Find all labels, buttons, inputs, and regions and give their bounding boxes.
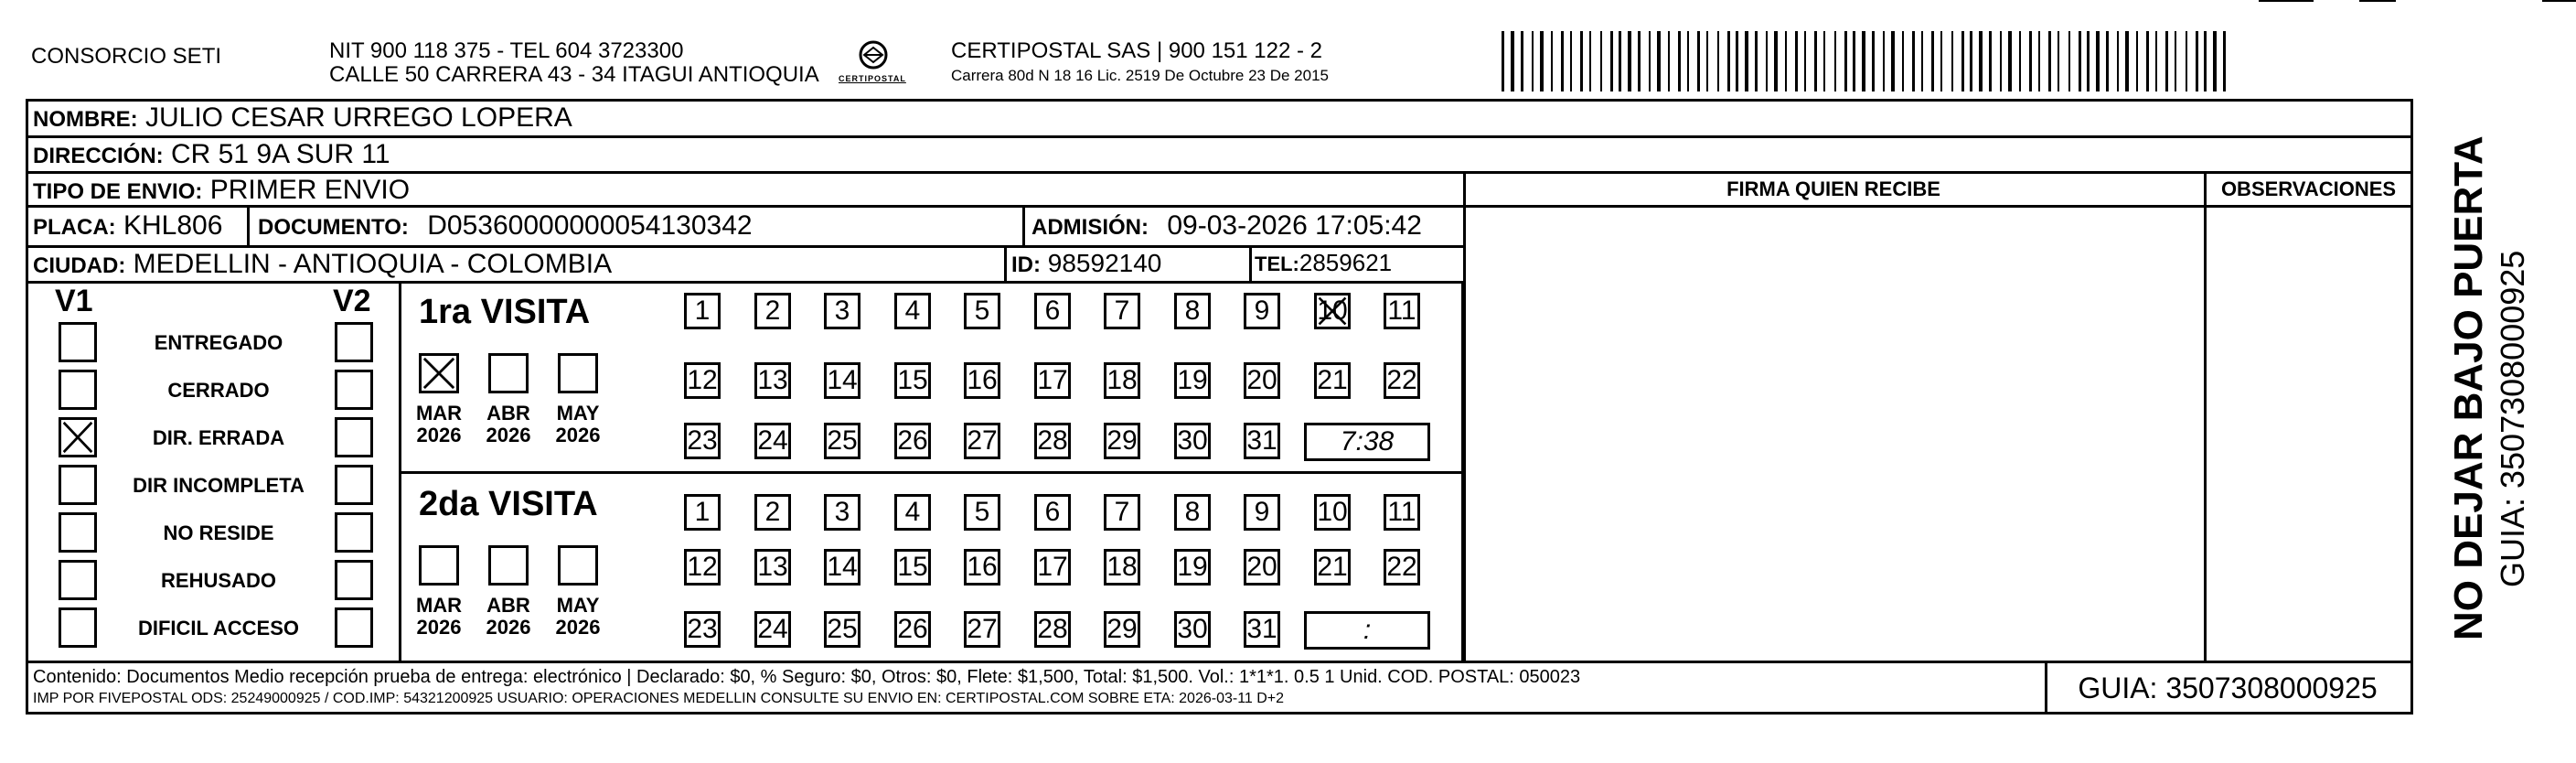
v2-checkbox[interactable]	[335, 512, 373, 553]
day-number: 11	[1387, 497, 1416, 527]
day-number: 19	[1177, 552, 1208, 582]
certipostal-logo	[837, 37, 910, 91]
day-number: 2	[764, 296, 781, 326]
day-box[interactable]	[964, 362, 1000, 399]
status-label: NO RESIDE	[163, 521, 274, 544]
status-label: REHUSADO	[161, 569, 276, 592]
direccion-row	[33, 141, 390, 168]
certipostal-line1: CERTIPOSTAL SAS | 900 151 122 - 2	[951, 38, 1322, 63]
v1-checkbox[interactable]	[59, 370, 97, 410]
id-label: ID:	[1011, 253, 1041, 277]
day-box[interactable]	[964, 293, 1000, 329]
ciudad-label: CIUDAD:	[33, 253, 126, 278]
no-dejar-text: NO DEJAR BAJO PUERTA	[2446, 135, 2491, 640]
month-label: ABR 2026	[486, 594, 531, 639]
day-box[interactable]	[824, 611, 860, 648]
day-box[interactable]	[964, 423, 1000, 459]
time-value: 7:38	[1340, 426, 1395, 457]
day-box[interactable]	[1314, 549, 1351, 586]
v2-checkbox[interactable]	[335, 370, 373, 410]
day-box[interactable]	[894, 494, 931, 531]
day-box[interactable]	[824, 494, 860, 531]
day-box[interactable]	[1314, 293, 1351, 329]
day-box[interactable]	[1034, 494, 1071, 531]
day-number: 9	[1254, 497, 1270, 527]
day-box[interactable]	[824, 362, 860, 399]
day-box[interactable]	[1104, 611, 1140, 648]
day-number: 8	[1184, 296, 1201, 326]
day-box[interactable]	[1384, 362, 1420, 399]
day-box[interactable]	[1244, 611, 1280, 648]
day-box[interactable]	[1244, 362, 1280, 399]
day-number: 21	[1317, 365, 1348, 395]
ciudad-row	[33, 251, 612, 278]
day-box[interactable]	[1174, 494, 1211, 531]
top-border	[26, 99, 2410, 102]
day-box[interactable]	[824, 423, 860, 459]
day-number: 12	[687, 552, 718, 582]
day-number: 9	[1254, 296, 1270, 326]
v1-checkbox[interactable]	[59, 560, 97, 600]
day-number: 22	[1386, 365, 1417, 395]
day-box[interactable]	[1174, 423, 1211, 459]
day-box[interactable]	[754, 549, 791, 586]
day-number: 6	[1044, 296, 1061, 326]
day-number: 30	[1177, 425, 1208, 456]
day-box[interactable]	[684, 423, 721, 459]
footer-guia: GUIA: 3507308000925	[2078, 672, 2378, 704]
day-box[interactable]	[1104, 362, 1140, 399]
status-label: DIR INCOMPLETA	[133, 474, 305, 497]
bottom-border	[26, 712, 2413, 715]
status-label: DIR. ERRADA	[152, 426, 285, 449]
day-number: 14	[827, 365, 858, 395]
day-box[interactable]	[894, 362, 931, 399]
month-checkbox[interactable]	[488, 353, 529, 393]
placa-label: PLACA:	[33, 215, 116, 240]
firma-label: FIRMA QUIEN RECIBE	[1726, 177, 1940, 200]
day-box[interactable]	[1034, 293, 1071, 329]
day-number: 26	[897, 614, 928, 644]
v2-label: V2	[333, 284, 371, 318]
day-number: 31	[1246, 614, 1277, 644]
day-box[interactable]	[1034, 611, 1071, 648]
day-box[interactable]	[894, 611, 931, 648]
admision-row	[1031, 212, 1422, 240]
day-number: 22	[1386, 552, 1417, 582]
day-number: 29	[1106, 614, 1138, 644]
day-number: 14	[827, 552, 858, 582]
day-number: 28	[1037, 614, 1068, 644]
time-value: :	[1363, 615, 1372, 645]
month-checkbox[interactable]	[558, 353, 598, 393]
footer-imp: IMP POR FIVEPOSTAL ODS: 25249000925 / COD.IMP: 54321200925 USUARIO: OPERACIONES MEDELLIN CONSULTE SU ENVIO EN: CERTIPOSTAL.COM SOBRE ETA: 2026-03-11 D+2	[33, 691, 1285, 706]
day-box[interactable]	[1104, 549, 1140, 586]
v2-checkbox[interactable]	[335, 322, 373, 362]
day-box[interactable]	[1314, 494, 1351, 531]
barcode-icon	[1502, 31, 2233, 91]
day-number: 21	[1317, 552, 1348, 582]
day-box[interactable]	[1384, 494, 1420, 531]
observaciones-label: OBSERVACIONES	[2220, 177, 2397, 200]
day-box[interactable]	[894, 549, 931, 586]
admision-value: 09-03-2026 17:05:42	[1167, 210, 1422, 241]
day-number: 4	[904, 296, 921, 326]
day-number: 13	[757, 552, 788, 582]
day-box[interactable]	[684, 549, 721, 586]
month-label: ABR 2026	[486, 402, 531, 447]
v1-checkbox[interactable]	[59, 607, 97, 648]
day-box[interactable]	[1244, 549, 1280, 586]
v1-checkbox[interactable]	[59, 465, 97, 505]
day-number: 8	[1184, 497, 1201, 527]
admision-label: ADMISIÓN:	[1031, 215, 1149, 240]
month-label: MAR 2026	[415, 402, 463, 447]
day-box[interactable]	[1104, 494, 1140, 531]
day-number: 31	[1246, 425, 1277, 456]
right-border	[2410, 99, 2413, 712]
company-name: CONSORCIO SETI	[31, 44, 222, 69]
month-checkbox[interactable]	[488, 545, 529, 586]
day-number: 3	[834, 296, 850, 326]
day-box[interactable]	[754, 611, 791, 648]
direccion-label: DIRECCIÓN:	[33, 144, 164, 168]
day-box[interactable]	[824, 293, 860, 329]
guia-side-text: GUIA: 3507308000925	[2494, 250, 2531, 587]
day-number: 24	[757, 425, 788, 456]
day-box[interactable]	[754, 293, 791, 329]
day-number: 17	[1037, 552, 1068, 582]
nit-line: NIT 900 118 375 - TEL 604 3723300	[329, 38, 684, 63]
day-box[interactable]	[1034, 362, 1071, 399]
status-label: ENTREGADO	[154, 331, 283, 354]
day-box[interactable]	[1384, 549, 1420, 586]
day-number: 29	[1106, 425, 1138, 456]
day-box[interactable]	[1104, 423, 1140, 459]
day-box[interactable]	[1104, 293, 1140, 329]
day-box[interactable]	[684, 611, 721, 648]
day-box[interactable]	[754, 423, 791, 459]
day-number: 2	[764, 497, 781, 527]
day-number: 13	[757, 365, 788, 395]
day-number: 26	[897, 425, 928, 456]
tipo-value: PRIMER ENVIO	[209, 175, 411, 205]
visit1-title: 1ra VISITA	[419, 293, 591, 331]
v1-checkbox[interactable]	[59, 417, 97, 457]
day-number: 3	[834, 497, 850, 527]
day-box[interactable]	[1034, 549, 1071, 586]
day-number: 20	[1246, 365, 1277, 395]
day-number: 25	[827, 614, 858, 644]
day-number: 23	[687, 425, 718, 456]
day-box[interactable]	[1314, 362, 1351, 399]
day-number: 4	[904, 497, 921, 527]
day-number: 6	[1044, 497, 1061, 527]
day-number: 15	[897, 552, 928, 582]
day-box[interactable]	[964, 494, 1000, 531]
month-label: MAY 2026	[555, 594, 601, 639]
day-number: 1	[694, 296, 711, 326]
documento-label: DOCUMENTO:	[258, 215, 409, 240]
day-number: 18	[1106, 552, 1138, 582]
day-number: 23	[687, 614, 718, 644]
nombre-row	[33, 104, 572, 132]
logo-text: CERTIPOSTAL	[839, 74, 906, 83]
day-box[interactable]	[894, 293, 931, 329]
day-number: 16	[967, 552, 998, 582]
v2-checkbox[interactable]	[335, 560, 373, 600]
day-box[interactable]	[964, 549, 1000, 586]
day-number: 20	[1246, 552, 1277, 582]
day-box[interactable]	[1244, 423, 1280, 459]
tipo-label: TIPO DE ENVIO:	[33, 179, 203, 204]
day-number: 27	[967, 614, 998, 644]
day-number: 1	[694, 497, 711, 527]
tipo-row	[33, 177, 410, 204]
v2-checkbox[interactable]	[335, 417, 373, 457]
day-box[interactable]	[1174, 293, 1211, 329]
day-box[interactable]	[1244, 293, 1280, 329]
placa-row	[33, 212, 222, 240]
day-box[interactable]	[1174, 549, 1211, 586]
v1-checkbox[interactable]	[59, 512, 97, 553]
certipostal-line2: Carrera 80d N 18 16 Lic. 2519 De Octubre 23 De 2015	[951, 67, 1329, 84]
day-number: 19	[1177, 365, 1208, 395]
direccion-value: CR 51 9A SUR 11	[171, 139, 390, 169]
day-box[interactable]	[1174, 611, 1211, 648]
day-box[interactable]	[1174, 362, 1211, 399]
barcode	[1502, 31, 2233, 91]
time-box[interactable]	[1304, 423, 1430, 461]
month-checkbox[interactable]	[558, 545, 598, 586]
day-number: 11	[1387, 296, 1416, 326]
documento-value: D05360000000054130342	[427, 210, 753, 241]
status-label: CERRADO	[167, 379, 270, 402]
nombre-label: NOMBRE:	[33, 107, 138, 132]
day-box[interactable]	[1244, 494, 1280, 531]
day-box[interactable]	[754, 362, 791, 399]
day-number: 27	[967, 425, 998, 456]
tel-row	[1255, 251, 1392, 274]
time-box[interactable]	[1304, 611, 1430, 650]
day-box[interactable]	[894, 423, 931, 459]
month-label: MAY 2026	[555, 402, 601, 447]
month-checkbox[interactable]	[419, 353, 459, 393]
footer-contenido: Contenido: Documentos Medio recepción prueba de entrega: electrónico | Declarado: $0, % Seguro: $0, Otros: $0, Flete: $1,500, Total: $1,500. Vol.: 1*1*1. 0.5 1 Unid. COD. POSTAL: 050023	[33, 667, 1581, 687]
logo-icon	[837, 37, 910, 91]
id-value: 98592140	[1047, 249, 1162, 277]
day-box[interactable]	[684, 293, 721, 329]
tel-label: TEL:	[1255, 253, 1299, 275]
day-number: 17	[1037, 365, 1068, 395]
day-number: 18	[1106, 365, 1138, 395]
v1-label: V1	[55, 284, 93, 318]
nombre-value: JULIO CESAR URREGO LOPERA	[145, 102, 572, 133]
day-number: 30	[1177, 614, 1208, 644]
day-number: 28	[1037, 425, 1068, 456]
day-number: 12	[687, 365, 718, 395]
day-number: 7	[1114, 497, 1130, 527]
day-box[interactable]	[824, 549, 860, 586]
day-number: 10	[1317, 497, 1348, 527]
v2-checkbox[interactable]	[335, 465, 373, 505]
day-box[interactable]	[684, 362, 721, 399]
placa-value: KHL806	[123, 210, 223, 241]
day-number: 25	[827, 425, 858, 456]
status-label: DIFICIL ACCESO	[137, 617, 299, 639]
day-box[interactable]	[964, 611, 1000, 648]
day-number: 7	[1114, 296, 1130, 326]
day-number: 16	[967, 365, 998, 395]
day-number: 5	[974, 497, 990, 527]
v2-checkbox[interactable]	[335, 607, 373, 648]
id-row	[1011, 251, 1161, 276]
visit2-title: 2da VISITA	[419, 485, 598, 523]
left-border	[26, 99, 28, 712]
day-number: 15	[897, 365, 928, 395]
ciudad-value: MEDELLIN - ANTIOQUIA - COLOMBIA	[133, 249, 613, 279]
day-number: 5	[974, 296, 990, 326]
day-box[interactable]	[1034, 423, 1071, 459]
month-label: MAR 2026	[415, 594, 463, 639]
documento-row	[258, 212, 753, 240]
day-box[interactable]	[684, 494, 721, 531]
day-box[interactable]	[754, 494, 791, 531]
address-line: CALLE 50 CARRERA 43 - 34 ITAGUI ANTIOQUIA	[329, 62, 819, 87]
v1-checkbox[interactable]	[59, 322, 97, 362]
tel-value: 2859621	[1299, 249, 1393, 276]
day-box[interactable]	[1384, 293, 1420, 329]
month-checkbox[interactable]	[419, 545, 459, 586]
day-number: 24	[757, 614, 788, 644]
day-number: 10	[1317, 296, 1348, 326]
